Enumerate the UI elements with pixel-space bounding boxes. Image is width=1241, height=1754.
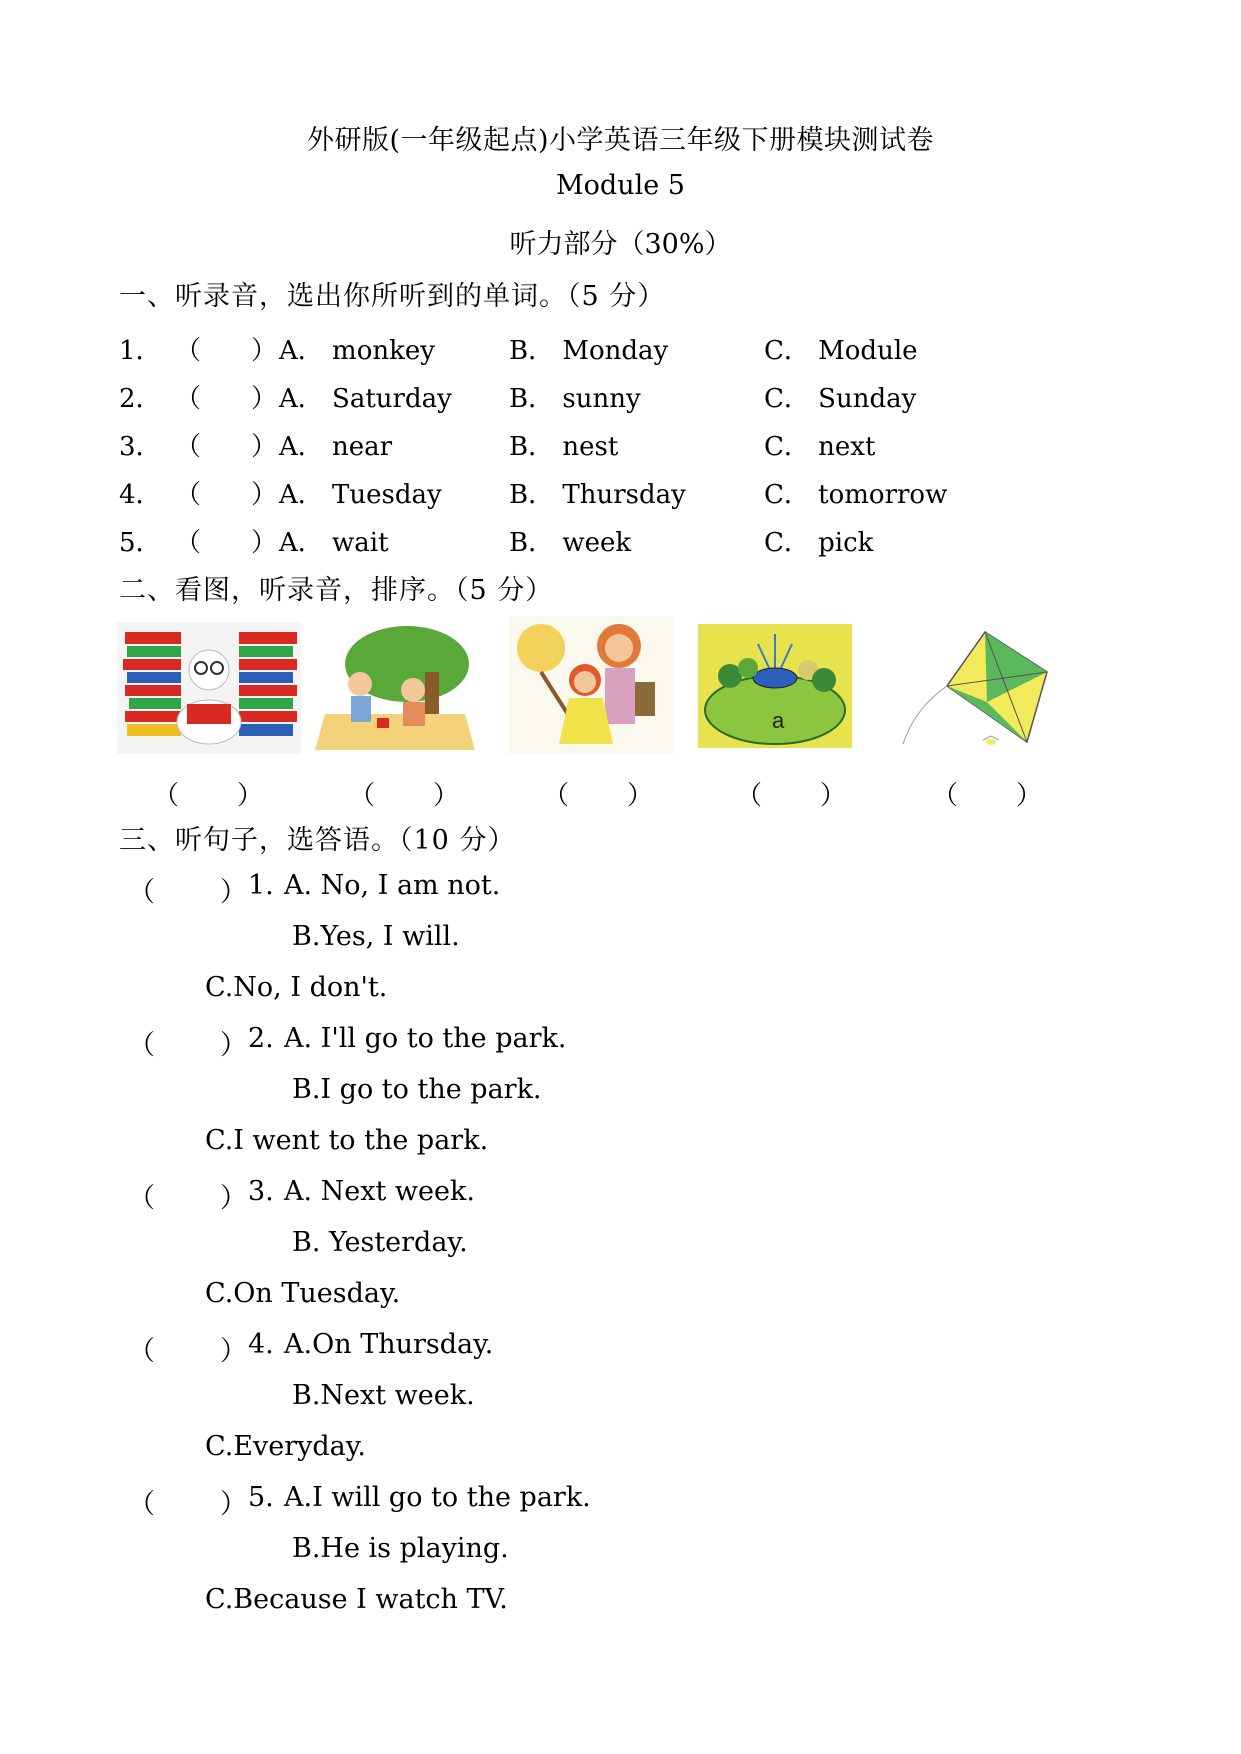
- option-c: C． Sunday: [764, 384, 917, 414]
- listening-section-label: 听力部分（30%）: [509, 229, 732, 260]
- question-number: 2.: [248, 1023, 274, 1054]
- picture-1-blank[interactable]: （ ）: [153, 781, 264, 811]
- cleaning-picture: [509, 616, 673, 754]
- section3-heading: 三、听句子，选答语。（10 分）: [119, 825, 516, 856]
- item-number: 4．: [119, 480, 162, 510]
- item-number: 2．: [119, 384, 162, 414]
- module-label: Module 5: [556, 170, 685, 201]
- answer-blank-open[interactable]: （: [175, 528, 202, 558]
- answer-blank-open[interactable]: （: [128, 877, 155, 908]
- park-fountain-picture: [698, 624, 852, 748]
- answer-blank-close: ）: [220, 1336, 247, 1367]
- answer-blank-close: ）: [251, 384, 278, 414]
- option-b: B.He is playing.: [292, 1533, 509, 1564]
- option-a: A.I will go to the park.: [284, 1482, 591, 1513]
- answer-blank-close: ）: [220, 1183, 247, 1214]
- answer-blank-open[interactable]: （: [175, 480, 202, 510]
- item-number: 1．: [119, 336, 162, 366]
- picture-4-blank[interactable]: （ ）: [736, 781, 847, 811]
- answer-blank-open[interactable]: （: [175, 384, 202, 414]
- picnic-picture: [315, 622, 485, 754]
- option-b: B． sunny: [509, 384, 641, 414]
- option-a: A.On Thursday.: [284, 1329, 494, 1360]
- page-title: 外研版(一年级起点)小学英语三年级下册模块测试卷: [306, 125, 935, 156]
- answer-blank-open[interactable]: （: [175, 432, 202, 462]
- kite-picture: [895, 628, 1055, 752]
- answer-blank-open[interactable]: （: [128, 1183, 155, 1214]
- option-c: C． pick: [764, 528, 874, 558]
- answer-blank-open[interactable]: （: [175, 336, 202, 366]
- option-a: A． monkey: [279, 336, 435, 366]
- option-a: A． near: [279, 432, 393, 462]
- option-b: B． week: [509, 528, 632, 558]
- option-c: C.On Tuesday.: [205, 1278, 401, 1309]
- option-c: C． next: [764, 432, 876, 462]
- answer-blank-close: ）: [251, 528, 278, 558]
- answer-blank-close: ）: [220, 1030, 247, 1061]
- books-reading-picture: [117, 622, 301, 754]
- option-b: B． nest: [509, 432, 619, 462]
- item-number: 5．: [119, 528, 162, 558]
- option-a: A. Next week.: [284, 1176, 475, 1207]
- section1-heading: 一、听录音，选出你所听到的单词。（5 分）: [119, 281, 666, 312]
- answer-blank-open[interactable]: （: [128, 1489, 155, 1520]
- option-b: B． Monday: [509, 336, 669, 366]
- question-number: 3.: [248, 1176, 274, 1207]
- question-number: 5.: [248, 1482, 274, 1513]
- answer-blank-close: ）: [220, 877, 247, 908]
- option-b: B.Next week.: [292, 1380, 475, 1411]
- option-a: A. No, I am not.: [284, 870, 501, 901]
- option-c: C.I went to the park.: [205, 1125, 489, 1156]
- option-b: B.I go to the park.: [292, 1074, 542, 1105]
- option-b: B. Yesterday.: [292, 1227, 468, 1258]
- option-c: C.Because I watch TV.: [205, 1584, 508, 1615]
- picture-2-blank[interactable]: （ ）: [349, 781, 460, 811]
- option-b: B.Yes, I will.: [292, 921, 460, 952]
- svg-text:a: a: [772, 708, 785, 733]
- picture-3-blank[interactable]: （ ）: [543, 781, 654, 811]
- item-number: 3．: [119, 432, 162, 462]
- option-a: A． wait: [279, 528, 389, 558]
- answer-blank-close: ）: [251, 432, 278, 462]
- answer-blank-open[interactable]: （: [128, 1030, 155, 1061]
- picture-5-blank[interactable]: （ ）: [932, 781, 1043, 811]
- option-b: B． Thursday: [509, 480, 686, 510]
- option-a: A． Saturday: [279, 384, 452, 414]
- option-c: C.Everyday.: [205, 1431, 367, 1462]
- option-a: A． Tuesday: [279, 480, 442, 510]
- answer-blank-open[interactable]: （: [128, 1336, 155, 1367]
- answer-blank-close: ）: [220, 1489, 247, 1520]
- question-number: 1.: [248, 870, 274, 901]
- option-a: A. I'll go to the park.: [284, 1023, 567, 1054]
- option-c: C.No, I don't.: [205, 972, 388, 1003]
- answer-blank-close: ）: [251, 480, 278, 510]
- question-number: 4.: [248, 1329, 274, 1360]
- answer-blank-close: ）: [251, 336, 278, 366]
- option-c: C． Module: [764, 336, 918, 366]
- section2-heading: 二、看图，听录音，排序。（5 分）: [119, 575, 554, 606]
- option-c: C． tomorrow: [764, 480, 948, 510]
